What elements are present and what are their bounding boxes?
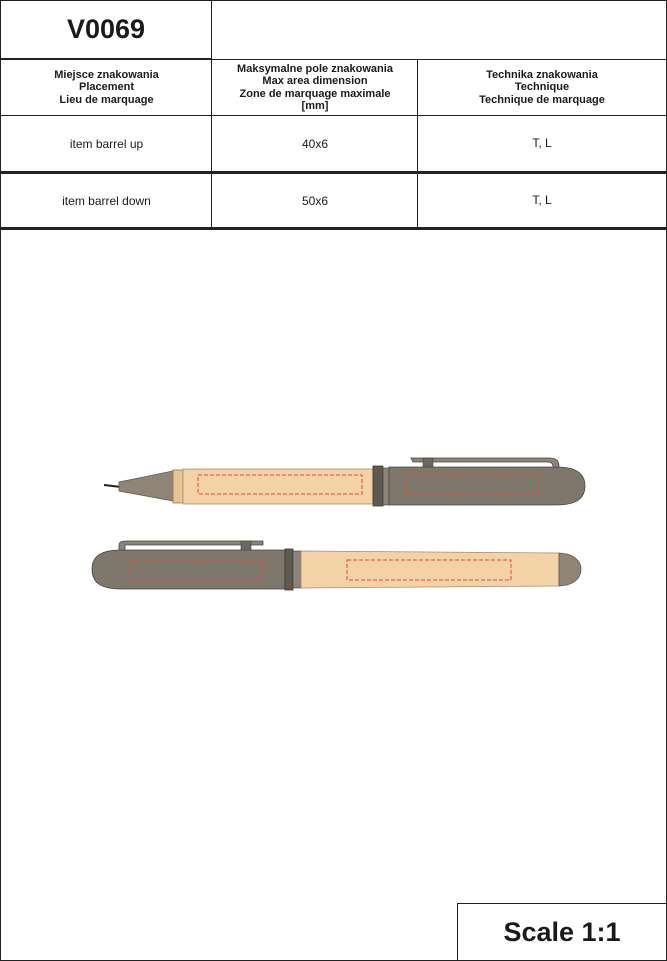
header-technique-en: Technique — [514, 81, 570, 94]
row-2-technique: T, L — [532, 193, 552, 207]
pen-1-grip-ring — [173, 470, 183, 503]
row-1-area: 40x6 — [301, 137, 329, 151]
pen-illustration — [1, 441, 667, 611]
pen-2-metal-cap — [92, 550, 285, 589]
row-1-technique: T, L — [532, 136, 552, 150]
pen-barrel-up — [104, 458, 585, 506]
pen-1-metal-cap — [389, 467, 585, 505]
scale-label: Scale 1:1 — [457, 903, 666, 960]
row-2-area: 50x6 — [301, 194, 329, 208]
pen-2-end-cap — [559, 553, 581, 586]
pen-1-clip-base — [423, 458, 433, 467]
pen-1-tip-cone — [119, 471, 173, 501]
pen-1-center-band — [373, 466, 383, 506]
header-technique — [418, 60, 666, 115]
header-bottom-rule — [1, 115, 666, 116]
header-max-area-en: Max area dimension — [262, 75, 368, 87]
header-placement — [1, 60, 212, 115]
header-placement-en: Placement — [78, 81, 135, 94]
header-technique-fr: Technique de marquage — [479, 93, 605, 106]
row-2-placement: item barrel down — [62, 194, 151, 208]
header-max-area-pl: Maksymalne pole znakowania — [237, 62, 393, 75]
header-max-area-unit: [mm] — [301, 100, 329, 112]
row-1-placement: item barrel up — [69, 137, 144, 151]
pen-1-center-band-edge — [383, 468, 389, 505]
pen-1-refill-tip — [104, 485, 121, 487]
pen-2-clip-base — [241, 541, 251, 550]
header-placement-fr: Lieu de marquage — [59, 93, 154, 106]
product-code: V0069 — [1, 1, 212, 59]
header-technique-pl: Technika znakowania — [486, 68, 598, 81]
pen-barrel-down — [92, 541, 581, 590]
header-placement-pl: Miejsce znakowania — [54, 68, 159, 81]
pen-2-center-band — [285, 549, 293, 590]
header-max-area — [212, 60, 418, 115]
pen-2-wood-barrel — [301, 551, 559, 588]
pen-1-wood-barrel — [183, 469, 373, 504]
header-max-area-fr: Zone de marquage maximale — [239, 87, 391, 100]
pen-2-center-band-edge — [293, 551, 301, 588]
